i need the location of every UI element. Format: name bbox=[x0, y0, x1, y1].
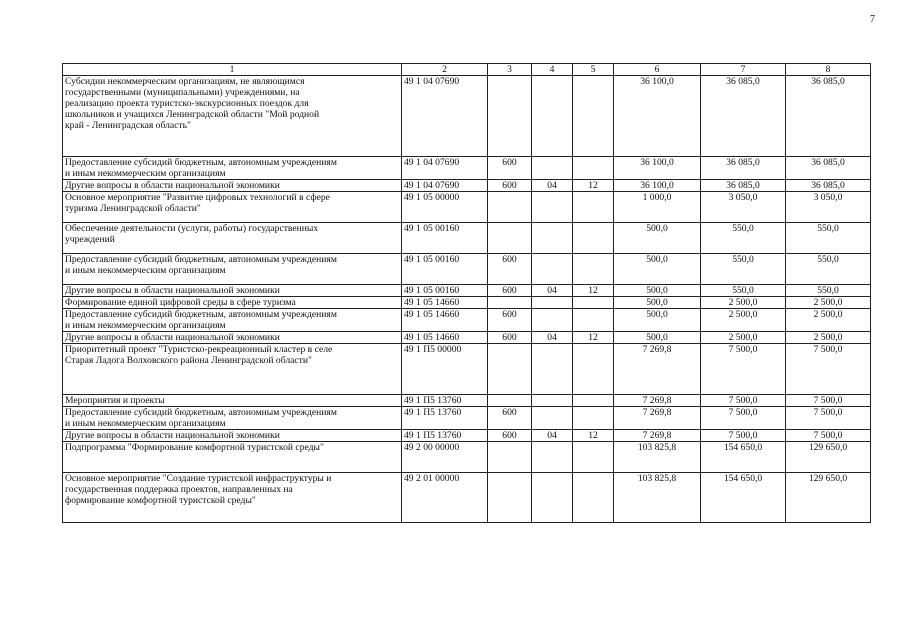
amount-col-8: 550,0 bbox=[786, 223, 871, 254]
expense-type: 600 bbox=[488, 180, 532, 192]
amount-col-7: 3 050,0 bbox=[701, 192, 786, 223]
budget-code: 49 1 04 07690 bbox=[402, 76, 488, 157]
amount-col-7: 7 500,0 bbox=[701, 344, 786, 395]
amount-col-6: 7 269,8 bbox=[614, 395, 701, 407]
amount-col-6: 36 100,0 bbox=[614, 157, 701, 180]
section bbox=[532, 395, 573, 407]
amount-col-8: 2 500,0 bbox=[786, 332, 871, 344]
expense-type bbox=[488, 395, 532, 407]
expense-type: 600 bbox=[488, 309, 532, 332]
row-name: Субсидии некоммерческим организациям, не являющимся государственными (муниципальными) учреждениями, на реализацию проекта туристско-экскурсионных поездок для школьников и учащихся Ленинградской области "Мой родной край - Ленинградская область" bbox=[63, 76, 402, 157]
amount-col-6: 500,0 bbox=[614, 309, 701, 332]
section: 04 bbox=[532, 180, 573, 192]
table-row bbox=[63, 297, 871, 309]
table-header-row bbox=[63, 64, 871, 76]
row-name: Другие вопросы в области национальной экономики bbox=[63, 180, 402, 192]
amount-col-6: 500,0 bbox=[614, 332, 701, 344]
amount-col-6: 500,0 bbox=[614, 254, 701, 285]
amount-col-6: 103 825,8 bbox=[614, 442, 701, 473]
header-cell: 1 bbox=[63, 64, 402, 76]
section bbox=[532, 473, 573, 523]
amount-col-8: 550,0 bbox=[786, 285, 871, 297]
table-row bbox=[63, 309, 871, 332]
amount-col-8: 129 650,0 bbox=[786, 442, 871, 473]
row-name: Приоритетный проект "Туристско-рекреационный кластер в селе Старая Ладога Волховского района Ленинградской области" bbox=[63, 344, 402, 395]
amount-col-6: 7 269,8 bbox=[614, 407, 701, 430]
table-row bbox=[63, 442, 871, 473]
amount-col-8: 7 500,0 bbox=[786, 430, 871, 442]
budget-code: 49 1 05 00160 bbox=[402, 254, 488, 285]
amount-col-6: 7 269,8 bbox=[614, 344, 701, 395]
expense-type: 600 bbox=[488, 285, 532, 297]
budget-code: 49 1 П5 13760 bbox=[402, 407, 488, 430]
section bbox=[532, 223, 573, 254]
header-cell: 3 bbox=[488, 64, 532, 76]
table-row bbox=[63, 254, 871, 285]
table-row bbox=[63, 344, 871, 395]
row-name: Предоставление субсидий бюджетным, автономным учреждениям и иным некоммерческим организациям bbox=[63, 309, 402, 332]
amount-col-7: 36 085,0 bbox=[701, 157, 786, 180]
subsection bbox=[573, 297, 614, 309]
amount-col-7: 550,0 bbox=[701, 285, 786, 297]
subsection bbox=[573, 395, 614, 407]
section: 04 bbox=[532, 430, 573, 442]
expense-type: 600 bbox=[488, 157, 532, 180]
amount-col-8: 36 085,0 bbox=[786, 180, 871, 192]
expense-type bbox=[488, 76, 532, 157]
amount-col-8: 7 500,0 bbox=[786, 395, 871, 407]
table-body bbox=[63, 64, 871, 523]
amount-col-6: 103 825,8 bbox=[614, 473, 701, 523]
budget-code: 49 2 01 00000 bbox=[402, 473, 488, 523]
subsection: 12 bbox=[573, 180, 614, 192]
amount-col-8: 2 500,0 bbox=[786, 309, 871, 332]
amount-col-6: 7 269,8 bbox=[614, 430, 701, 442]
amount-col-8: 7 500,0 bbox=[786, 344, 871, 395]
page-number: 7 bbox=[870, 14, 875, 25]
amount-col-6: 500,0 bbox=[614, 297, 701, 309]
header-cell: 8 bbox=[786, 64, 871, 76]
budget-code: 49 1 05 14660 bbox=[402, 297, 488, 309]
row-name: Основное мероприятие "Создание туристской инфраструктуры и государственная поддержка проектов, направленных на формирование комфортной туристской среды" bbox=[63, 473, 402, 523]
budget-code: 49 1 05 00160 bbox=[402, 285, 488, 297]
amount-col-8: 3 050,0 bbox=[786, 192, 871, 223]
amount-col-8: 36 085,0 bbox=[786, 76, 871, 157]
amount-col-7: 550,0 bbox=[701, 223, 786, 254]
row-name: Обеспечение деятельности (услуги, работы) государственных учреждений bbox=[63, 223, 402, 254]
table-row bbox=[63, 192, 871, 223]
subsection bbox=[573, 407, 614, 430]
subsection bbox=[573, 76, 614, 157]
table-row bbox=[63, 407, 871, 430]
expense-type: 600 bbox=[488, 430, 532, 442]
header-cell: 5 bbox=[573, 64, 614, 76]
row-name: Предоставление субсидий бюджетным, автономным учреждениям и иным некоммерческим организациям bbox=[63, 407, 402, 430]
subsection bbox=[573, 309, 614, 332]
section bbox=[532, 344, 573, 395]
amount-col-7: 154 650,0 bbox=[701, 442, 786, 473]
amount-col-8: 550,0 bbox=[786, 254, 871, 285]
subsection bbox=[573, 344, 614, 395]
budget-table bbox=[62, 63, 871, 523]
row-name: Другие вопросы в области национальной экономики bbox=[63, 332, 402, 344]
amount-col-7: 550,0 bbox=[701, 254, 786, 285]
amount-col-7: 2 500,0 bbox=[701, 309, 786, 332]
subsection bbox=[573, 473, 614, 523]
row-name: Подпрограмма "Формирование комфортной туристской среды" bbox=[63, 442, 402, 473]
expense-type bbox=[488, 442, 532, 473]
section bbox=[532, 407, 573, 430]
section: 04 bbox=[532, 332, 573, 344]
expense-type: 600 bbox=[488, 332, 532, 344]
header-cell: 7 bbox=[701, 64, 786, 76]
expense-type: 600 bbox=[488, 407, 532, 430]
section bbox=[532, 157, 573, 180]
budget-code: 49 1 05 14660 bbox=[402, 332, 488, 344]
budget-code: 49 1 П5 00000 bbox=[402, 344, 488, 395]
amount-col-6: 36 100,0 bbox=[614, 180, 701, 192]
amount-col-7: 2 500,0 bbox=[701, 332, 786, 344]
expense-type: 600 bbox=[488, 254, 532, 285]
section: 04 bbox=[532, 285, 573, 297]
budget-code: 49 1 П5 13760 bbox=[402, 430, 488, 442]
section bbox=[532, 442, 573, 473]
budget-code: 49 2 00 00000 bbox=[402, 442, 488, 473]
row-name: Предоставление субсидий бюджетным, автономным учреждениям и иным некоммерческим организациям bbox=[63, 157, 402, 180]
budget-code: 49 1 04 07690 bbox=[402, 180, 488, 192]
amount-col-7: 154 650,0 bbox=[701, 473, 786, 523]
table-row bbox=[63, 180, 871, 192]
section bbox=[532, 76, 573, 157]
amount-col-7: 36 085,0 bbox=[701, 180, 786, 192]
expense-type bbox=[488, 223, 532, 254]
row-name: Мероприятия и проекты bbox=[63, 395, 402, 407]
header-cell: 2 bbox=[402, 64, 488, 76]
section bbox=[532, 297, 573, 309]
section bbox=[532, 192, 573, 223]
budget-code: 49 1 05 00000 bbox=[402, 192, 488, 223]
row-name: Основное мероприятие "Развитие цифровых технологий в сфере туризма Ленинградской области" bbox=[63, 192, 402, 223]
amount-col-6: 500,0 bbox=[614, 285, 701, 297]
section bbox=[532, 309, 573, 332]
amount-col-6: 500,0 bbox=[614, 223, 701, 254]
amount-col-7: 36 085,0 bbox=[701, 76, 786, 157]
amount-col-7: 7 500,0 bbox=[701, 430, 786, 442]
amount-col-8: 36 085,0 bbox=[786, 157, 871, 180]
budget-code: 49 1 05 14660 bbox=[402, 309, 488, 332]
budget-code: 49 1 04 07690 bbox=[402, 157, 488, 180]
subsection bbox=[573, 157, 614, 180]
expense-type bbox=[488, 192, 532, 223]
subsection: 12 bbox=[573, 430, 614, 442]
table-row bbox=[63, 157, 871, 180]
header-cell: 6 bbox=[614, 64, 701, 76]
expense-type bbox=[488, 473, 532, 523]
subsection bbox=[573, 442, 614, 473]
table-row bbox=[63, 430, 871, 442]
amount-col-7: 2 500,0 bbox=[701, 297, 786, 309]
table-row bbox=[63, 395, 871, 407]
amount-col-7: 7 500,0 bbox=[701, 407, 786, 430]
amount-col-8: 7 500,0 bbox=[786, 407, 871, 430]
expense-type bbox=[488, 297, 532, 309]
row-name: Другие вопросы в области национальной экономики bbox=[63, 430, 402, 442]
amount-col-8: 129 650,0 bbox=[786, 473, 871, 523]
header-cell: 4 bbox=[532, 64, 573, 76]
row-name: Формирование единой цифровой среды в сфере туризма bbox=[63, 297, 402, 309]
amount-col-6: 36 100,0 bbox=[614, 76, 701, 157]
table-row bbox=[63, 473, 871, 523]
row-name: Предоставление субсидий бюджетным, автономным учреждениям и иным некоммерческим организациям bbox=[63, 254, 402, 285]
subsection bbox=[573, 192, 614, 223]
budget-code: 49 1 05 00160 bbox=[402, 223, 488, 254]
budget-code: 49 1 П5 13760 bbox=[402, 395, 488, 407]
amount-col-7: 7 500,0 bbox=[701, 395, 786, 407]
table-row bbox=[63, 76, 871, 157]
subsection bbox=[573, 223, 614, 254]
table-row bbox=[63, 285, 871, 297]
amount-col-6: 1 000,0 bbox=[614, 192, 701, 223]
amount-col-8: 2 500,0 bbox=[786, 297, 871, 309]
subsection: 12 bbox=[573, 285, 614, 297]
table-row bbox=[63, 223, 871, 254]
subsection bbox=[573, 254, 614, 285]
section bbox=[532, 254, 573, 285]
expense-type bbox=[488, 344, 532, 395]
subsection: 12 bbox=[573, 332, 614, 344]
table-row bbox=[63, 332, 871, 344]
row-name: Другие вопросы в области национальной экономики bbox=[63, 285, 402, 297]
